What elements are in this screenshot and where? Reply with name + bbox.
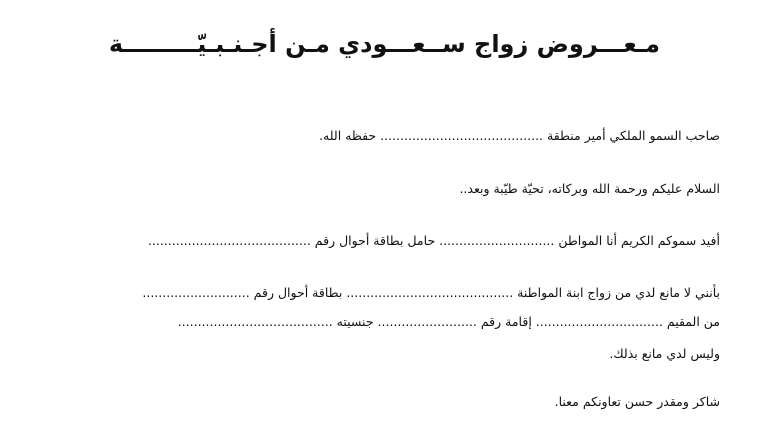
daughter-info-line: بأنني لا مانع لدي من زواج ابنة المواطنة .......................................... بطاقة أحوال رقم ........................... bbox=[142, 285, 720, 300]
no-objection-line: وليس لدي مانع بذلك. bbox=[609, 346, 720, 361]
greeting-line: السلام عليكم ورحمة الله وبركاته، تحيّة طيّبة وبعد.. bbox=[459, 181, 720, 196]
closing-line: شاكر ومقدر حسن تعاونكم معنا. bbox=[554, 394, 720, 409]
citizen-info-line: أفيد سموكم الكريم أنا المواطن ............................. حامل بطاقة أحوال رقم ......................................... bbox=[147, 233, 720, 248]
cropped-header-fragment bbox=[0, 0, 768, 4]
document-title: مـعـــروض زواج ســعـــودي مـن أجـنـبـيّـــــــــة bbox=[108, 30, 660, 58]
addressee-line: صاحب السمو الملكي أمير منطقة ......................................... حفظه الله. bbox=[319, 128, 720, 143]
resident-info-line: من المقيم ................................ إقامة رقم ......................... جنسيته ....................................... bbox=[177, 314, 720, 329]
